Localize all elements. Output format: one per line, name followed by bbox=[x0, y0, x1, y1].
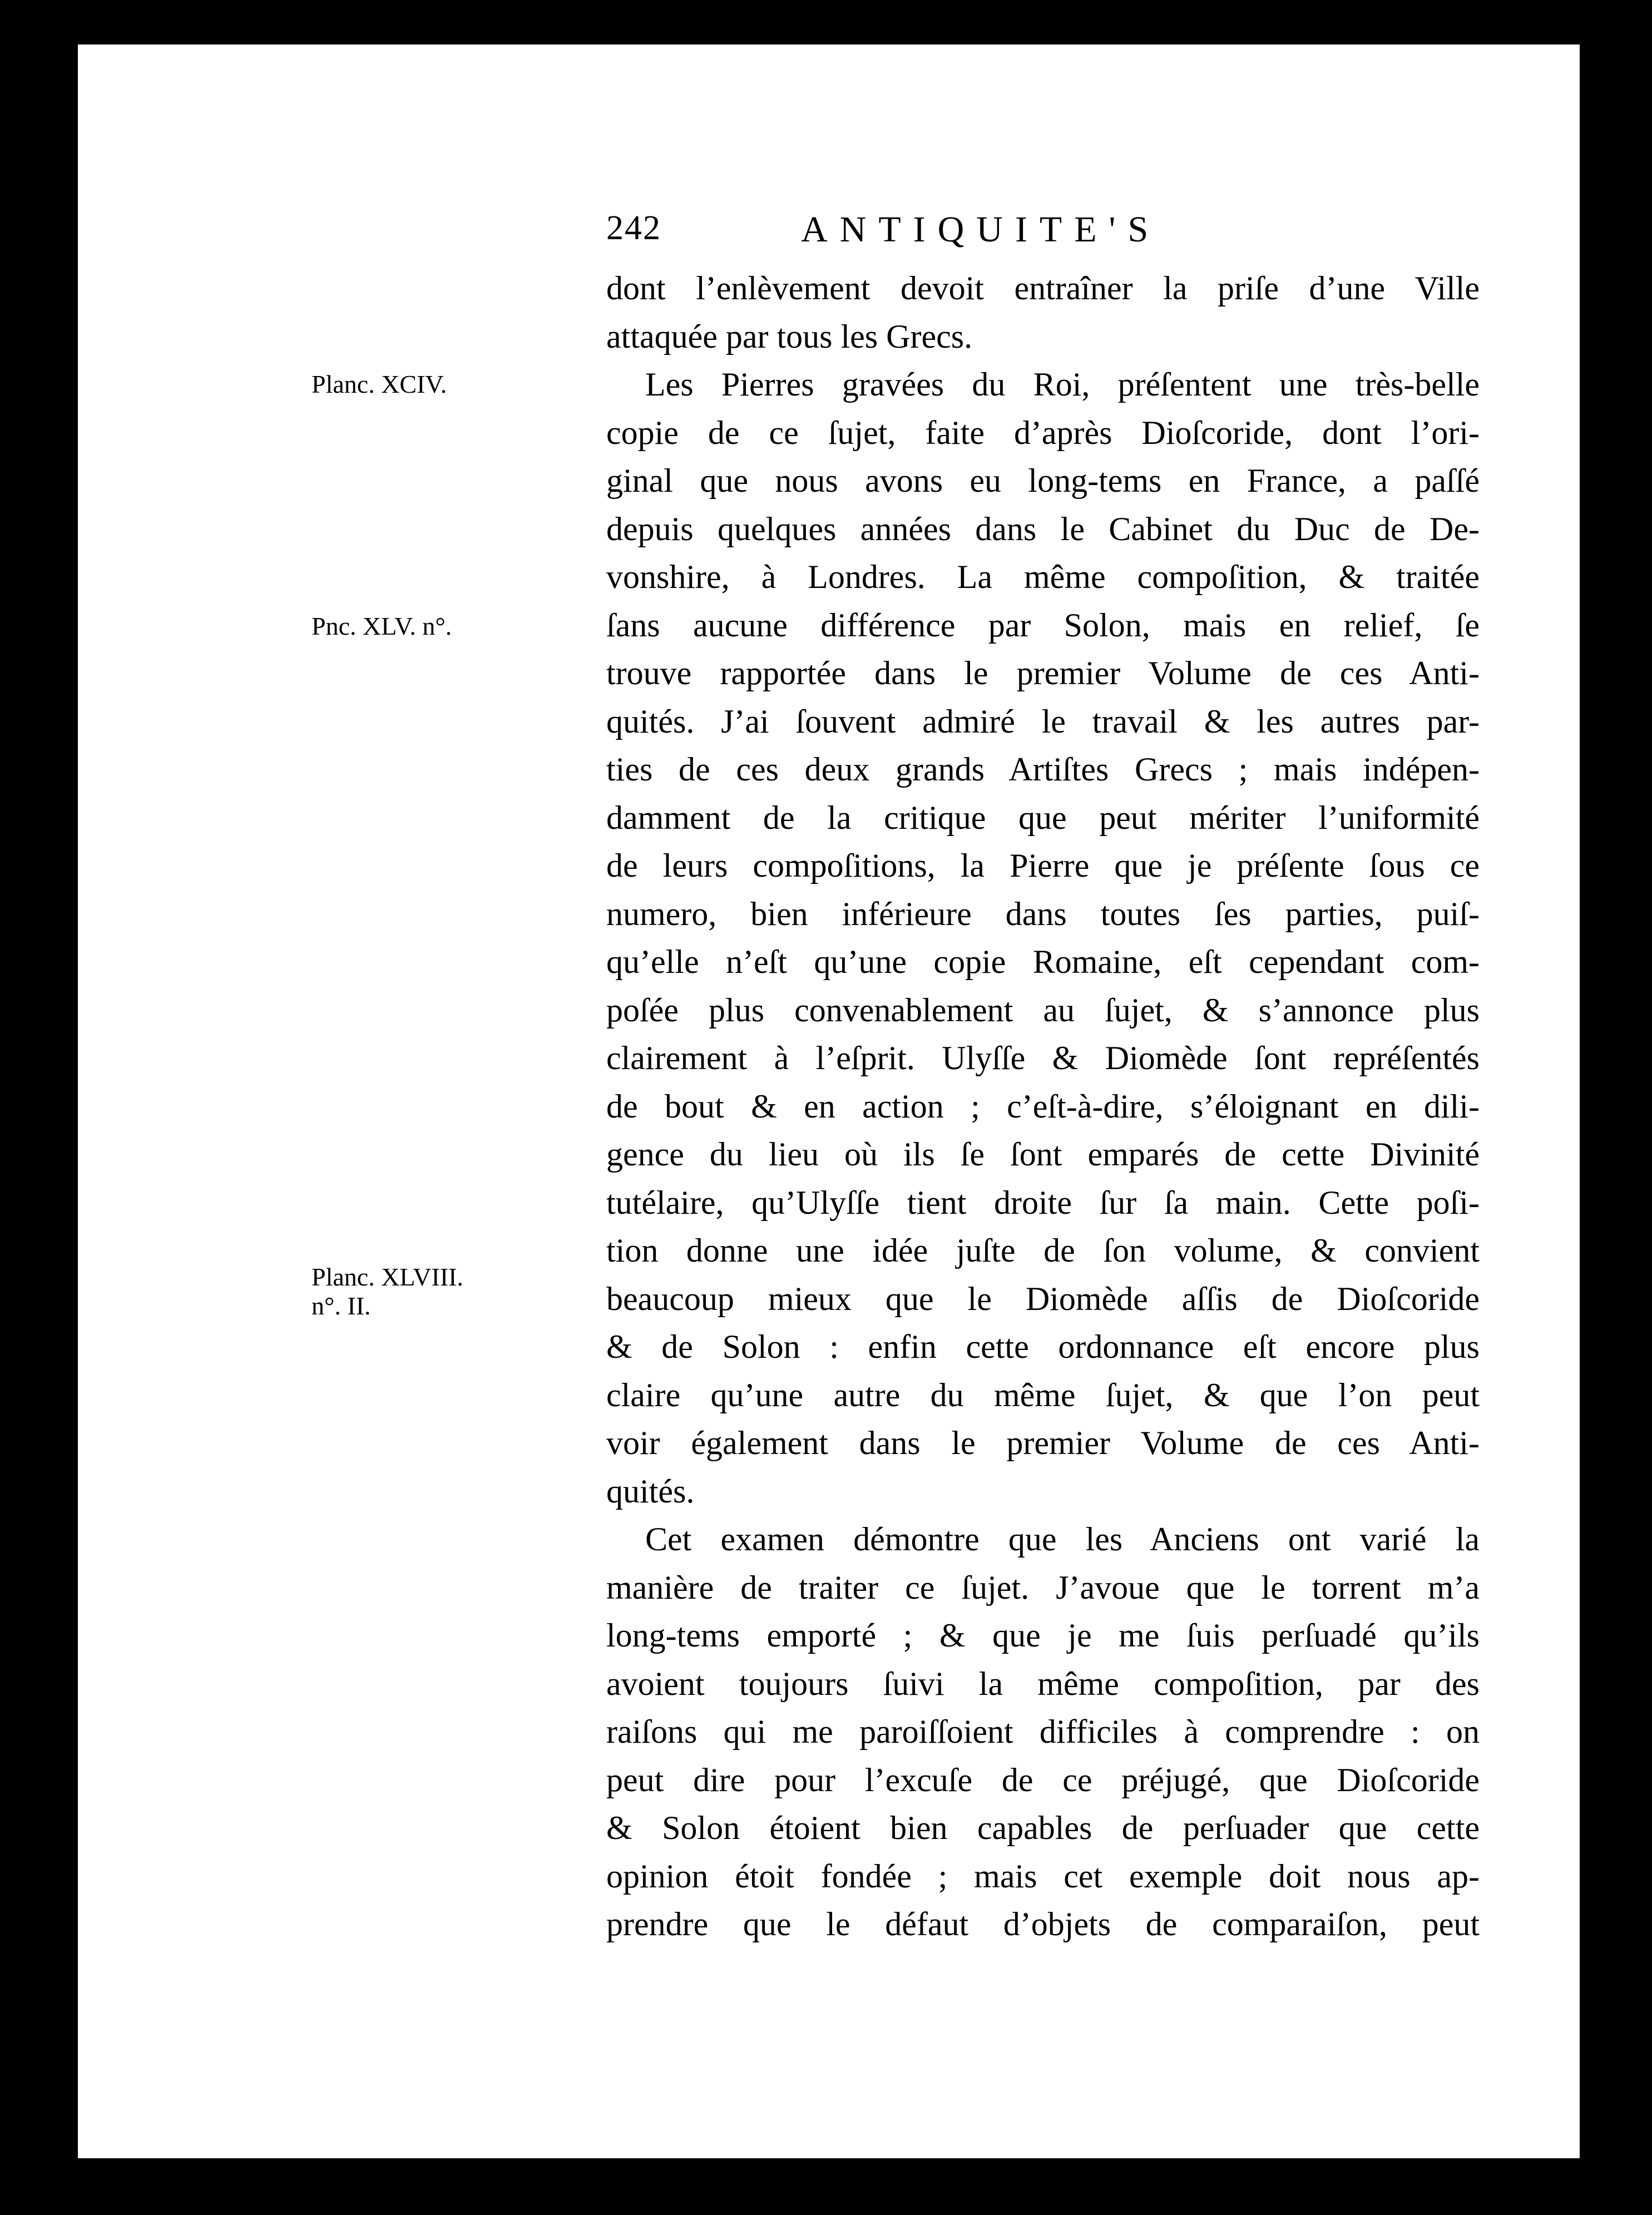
text-line: poſée plus convenablement au ſujet, & s’annonce plus bbox=[606, 991, 1480, 1029]
page-number: 242 bbox=[606, 209, 661, 247]
text-line: dont l’enlèvement devoit entraîner la priſe d’une Ville bbox=[606, 270, 1480, 306]
text-line: long-tems emporté ; & que je me ſuis perſuadé qu’ils bbox=[606, 1617, 1480, 1654]
text-line: avoient toujours ſuivi la même compoſition, par des bbox=[606, 1665, 1480, 1702]
text-line: numero, bien inférieure dans toutes ſes parties, puiſ- bbox=[606, 895, 1480, 932]
text-line: attaquée par tous les Grecs. bbox=[606, 318, 973, 355]
text-line: qu’elle n’eſt qu’une copie Romaine, eſt cependant com- bbox=[606, 943, 1480, 980]
running-title: ANTIQUITE'S bbox=[801, 209, 1161, 250]
text-line: beaucoup mieux que le Diomède aſſis de Dioſcoride bbox=[606, 1280, 1480, 1317]
text-line: prendre que le défaut d’objets de comparaiſon, peut bbox=[606, 1906, 1480, 1942]
text-line: trouve rapportée dans le premier Volume de ces Anti- bbox=[606, 655, 1480, 691]
text-line: & Solon étoient bien capables de perſuader que cette bbox=[606, 1809, 1480, 1846]
text-line: quités. J’ai ſouvent admiré le travail & les autres par- bbox=[606, 703, 1480, 740]
text-line: tion donne une idée juſte de ſon volume, & convient bbox=[606, 1232, 1480, 1269]
text-line: & de Solon : enfin cette ordonnance eſt encore plus bbox=[606, 1328, 1480, 1365]
text-line: opinion étoit fondée ; mais cet exemple doit nous ap- bbox=[606, 1857, 1480, 1895]
text-line: depuis quelques années dans le Cabinet du Duc de De- bbox=[606, 510, 1480, 547]
text-line: de leurs compoſitions, la Pierre que je préſente ſous ce bbox=[606, 847, 1480, 884]
text-line: ties de ces deux grands Artiſtes Grecs ; mais indépen- bbox=[606, 751, 1480, 788]
margin-note-no-ii: n°. II. bbox=[311, 1292, 371, 1320]
text-line: manière de traiter ce ſujet. J’avoue que le torrent m’a bbox=[606, 1569, 1480, 1606]
text-line: gence du lieu où ils ſe ſont emparés de cette Divinité bbox=[606, 1136, 1480, 1173]
margin-note-planc-xlviii: Planc. XLVIII. bbox=[311, 1263, 463, 1291]
text-line: Cet examen démontre que les Anciens ont varié la bbox=[645, 1521, 1480, 1558]
text-line: ſans aucune différence par Solon, mais en relief, ſe bbox=[606, 606, 1480, 644]
text-line: raiſons qui me paroiſſoient difficiles à comprendre : on bbox=[606, 1713, 1480, 1750]
body-text bbox=[606, 264, 1480, 1949]
margin-note-planc-xciv: Planc. XCIV. bbox=[311, 370, 447, 398]
text-line: ginal que nous avons eu long-tems en France, a paſſé bbox=[606, 462, 1480, 499]
text-line: copie de ce ſujet, faite d’après Dioſcoride, dont l’ori- bbox=[606, 414, 1480, 451]
text-line: peut dire pour l’excuſe de ce préjugé, que Dioſcoride bbox=[606, 1761, 1480, 1798]
text-line: de bout & en action ; c’eſt-à-dire, s’éloignant en dili- bbox=[606, 1087, 1480, 1125]
text-line: damment de la critique que peut mériter l’uniformité bbox=[606, 799, 1480, 836]
margin-note-pnc-xlv: Pnc. XLV. n°. bbox=[311, 612, 452, 640]
text-line: Les Pierres gravées du Roi, préſentent une très-belle bbox=[645, 366, 1480, 403]
page-header bbox=[606, 209, 1480, 270]
text-line: vonshire, à Londres. La même compoſition, & traitée bbox=[606, 558, 1480, 595]
text-line: voir également dans le premier Volume de ces Anti- bbox=[606, 1425, 1480, 1461]
text-line: clairement à l’eſprit. Ulyſſe & Diomède ſont repréſentés bbox=[606, 1040, 1480, 1076]
text-line: claire qu’une autre du même ſujet, & que l’on peut bbox=[606, 1376, 1480, 1413]
text-line: quités. bbox=[606, 1472, 695, 1510]
text-line: tutélaire, qu’Ulyſſe tient droite ſur ſa main. Cette poſi- bbox=[606, 1184, 1480, 1221]
